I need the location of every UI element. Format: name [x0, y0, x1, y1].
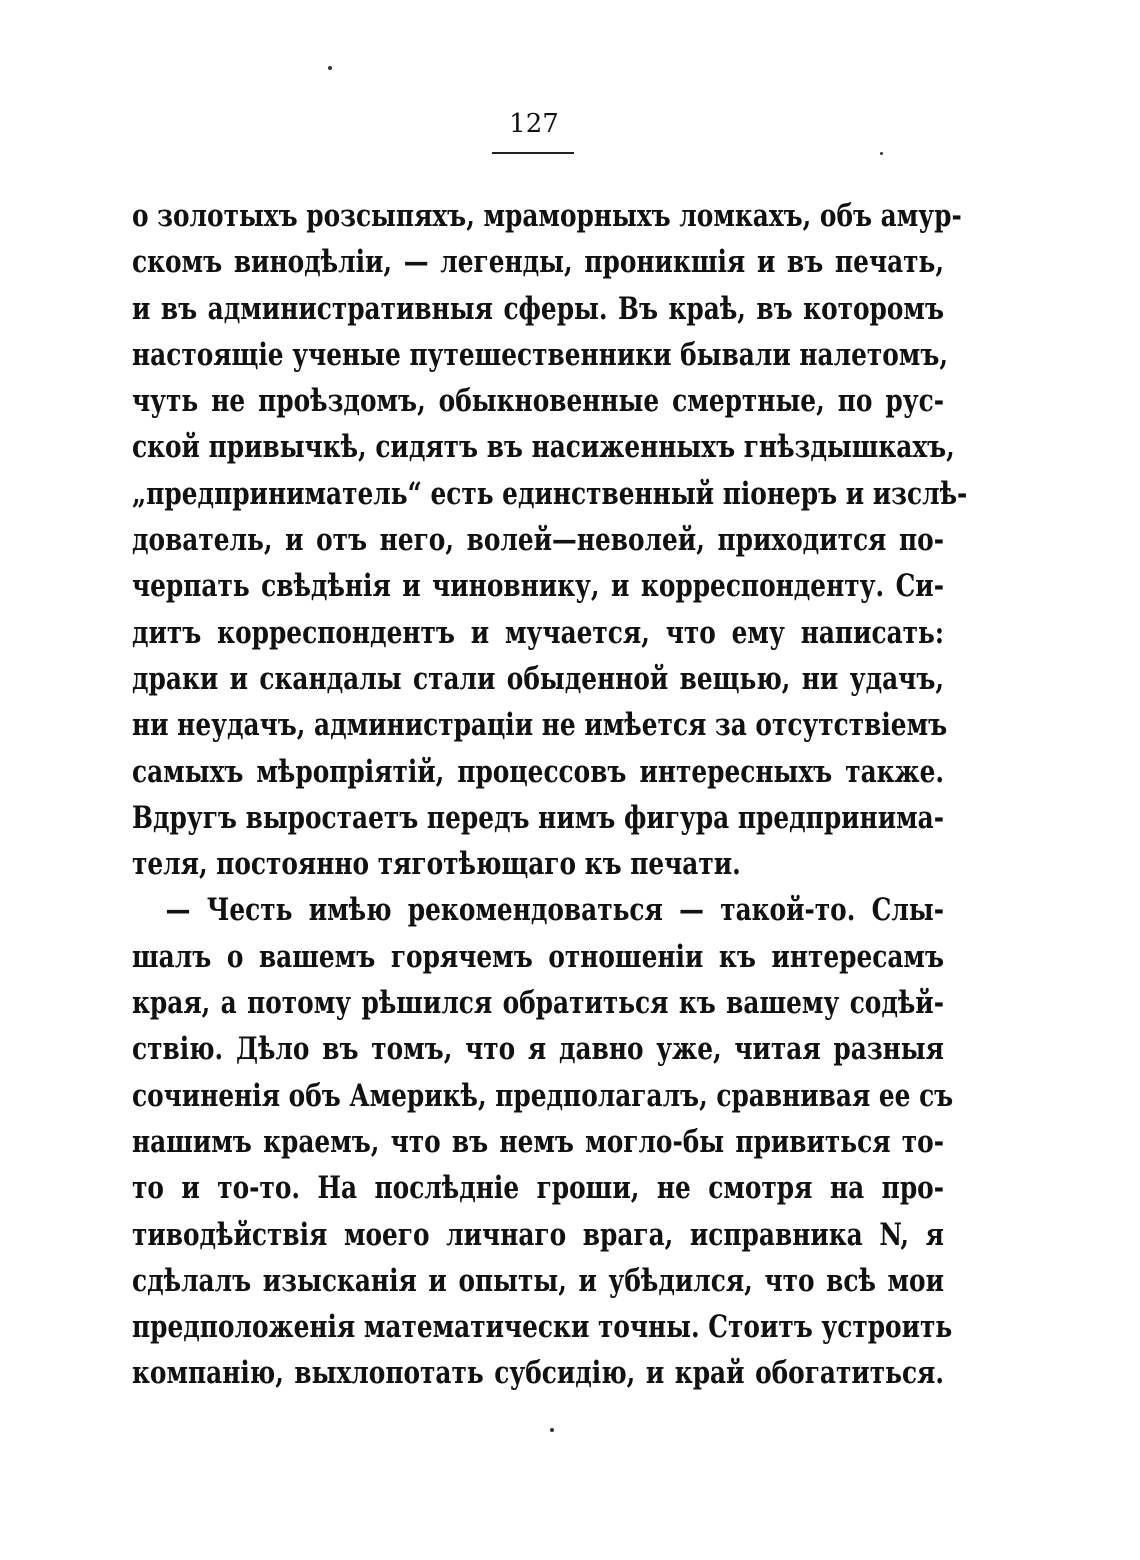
print-speck [328, 66, 332, 70]
page-number-rule [492, 152, 574, 154]
text-line: драки и скандалы стали обыденной вещью, ни удачъ, [132, 660, 944, 697]
text-line: ской привычкѣ, сидятъ въ насиженныхъ гнѣздышкахъ, [132, 429, 955, 466]
text-line: сочиненія объ Америкѣ, предполагалъ, сравнивая ее съ [132, 1077, 954, 1114]
text-line: нашимъ краемъ, что въ немъ могло-бы привиться то- [132, 1123, 944, 1160]
text-line: края, а потому рѣшился обратиться къ вашему содѣй- [132, 985, 944, 1022]
text-line: шалъ о вашемъ горячемъ отношеніи къ интересамъ [132, 938, 944, 975]
text-line: настоящіе ученые путешественники бывали налетомъ, [132, 336, 948, 373]
text-line: и въ административныя сферы. Въ краѣ, въ которомъ [132, 290, 944, 327]
text-line: дитъ корреспондентъ и мучается, что ему написать: [132, 614, 944, 651]
text-line: черпать свѣдѣнія и чиновнику, и корреспонденту. Си- [132, 568, 944, 605]
text-line: предположенія математически точны. Стоитъ устроить [132, 1309, 953, 1346]
text-line: Вдругъ выростаетъ передъ нимъ фигура предпринима- [132, 799, 944, 836]
text-line: дователь, и отъ него, волей—неволей, приходится по- [132, 522, 944, 559]
body-text [132, 193, 968, 1397]
text-line: — Честь имѣю рекомендоваться — такой-то. Слы- [165, 892, 945, 929]
print-speck [550, 1428, 554, 1432]
print-speck [880, 152, 883, 155]
text-line: „предприниматель“ есть единственный піонеръ и изслѣ- [132, 475, 968, 512]
text-line: теля, постоянно тяготѣющаго къ печати. [132, 846, 741, 883]
text-line: о золотыхъ розсыпяхъ, мраморныхъ ломкахъ, объ амур- [132, 198, 962, 234]
text-line: чуть не проѣздомъ, обыкновенные смертные, по рус- [132, 383, 944, 420]
text-line: тиводѣйствія моего личнаго врага, исправника N, я [132, 1216, 944, 1253]
text-line: то и то-то. На послѣдніе гроши, не смотря на про- [132, 1170, 944, 1207]
text-line: самыхъ мѣропріятій, процессовъ интересныхъ также. [132, 753, 944, 790]
text-line: скомъ винодѣліи, — легенды, проникшія и въ печать, [132, 244, 944, 281]
text-line: компанію, выхлопотать субсидію, и край обогатиться. [132, 1355, 944, 1392]
text-line: сдѣлалъ изысканія и опыты, и убѣдился, что всѣ мои [132, 1262, 944, 1299]
page-number: 127 [509, 109, 559, 139]
text-line: ствію. Дѣло въ томъ, что я давно уже, читая разныя [132, 1031, 944, 1068]
text-line: ни неудачъ, администраціи не имѣется за отсутствіемъ [132, 707, 948, 744]
